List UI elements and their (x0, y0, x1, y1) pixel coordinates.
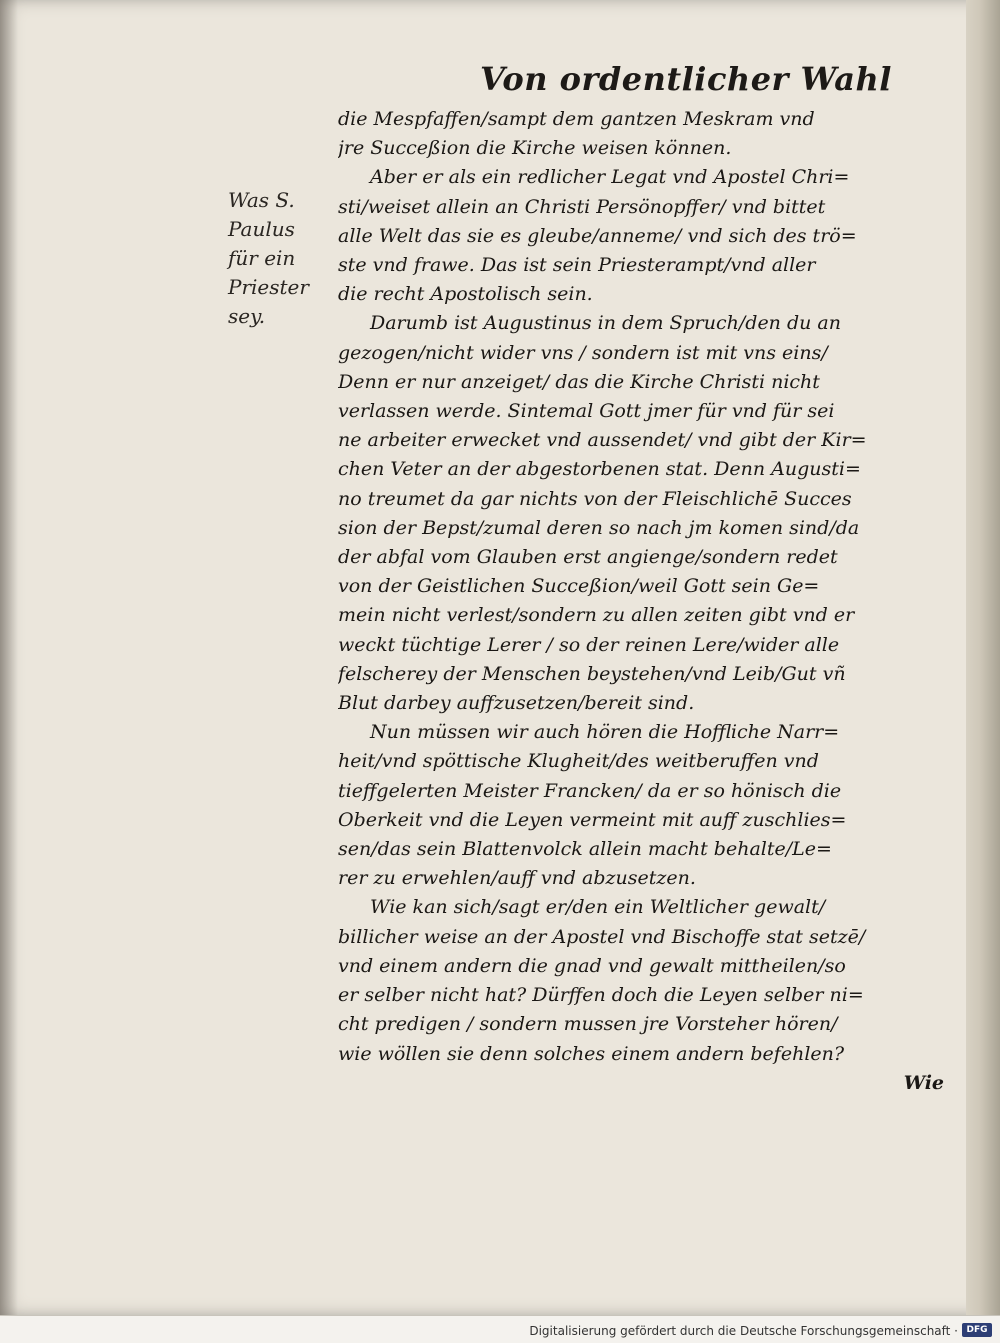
gutter-shadow (0, 0, 18, 1315)
body-text (338, 105, 958, 1098)
text-line: sion der Bepst/zumal deren so nach jm komen sind/da (338, 516, 860, 539)
text-line: billicher weise an der Apostel vnd Bischoffe stat setzē/ (338, 925, 866, 948)
text-line: vnd einem andern die gnad vnd gewalt mittheilen/so (338, 954, 846, 977)
text-line: rer zu erwehlen/auff vnd abzusetzen. (338, 867, 696, 890)
text-line: Darumb ist Augustinus in dem Spruch/den du an (370, 312, 841, 335)
text-line: wie wöllen sie denn solches einem andern befehlen? (338, 1042, 845, 1065)
text-line: gezogen/nicht wider vns / sondern ist mit vns eins/ (338, 341, 828, 364)
text-line: tieffgelerten Meister Francken/ da er so hönisch die (338, 779, 842, 802)
text-line: heit/vnd spöttische Klugheit/des weitberuffen vnd (338, 750, 819, 773)
text-line: jre Succeßion die Kirche weisen können. (338, 137, 732, 160)
text-line: von der Geistlichen Succeßion/weil Gott sein Ge= (338, 575, 820, 598)
funding-notice: Digitalisierung gefördert durch die Deutsche Forschungsgemeinschaft · (529, 1324, 958, 1338)
marginal-line: Was S. (228, 188, 295, 212)
text-line: Wie kan sich/sagt er/den ein Weltlicher gewalt/ (370, 896, 826, 919)
dfg-logo-icon: DFG (962, 1323, 992, 1337)
marginal-note (228, 186, 328, 331)
text-line: Aber er als ein redlicher Legat vnd Apostel Chri= (370, 166, 850, 189)
text-line: ne arbeiter erwecket vnd aussendet/ vnd gibt der Kir= (338, 429, 867, 452)
running-head: Von ordentlicher Wahl (480, 60, 892, 98)
text-line: verlassen werde. Sintemal Gott jmer für vnd für sei (338, 400, 835, 423)
text-line: chen Veter an der abgestorbenen stat. Denn Augusti= (338, 458, 861, 481)
text-line: Denn er nur anzeiget/ das die Kirche Christi nicht (338, 370, 820, 393)
text-line: sen/das sein Blattenvolck allein macht behalte/Le= (338, 838, 832, 861)
text-line: der abfal vom Glauben erst angienge/sondern redet (338, 546, 838, 569)
text-line: mein nicht verlest/sondern zu allen zeiten gibt vnd er (338, 604, 855, 627)
marginal-line: Paulus (228, 217, 295, 241)
text-line: alle Welt das sie es gleube/anneme/ vnd sich des trö= (338, 224, 857, 247)
text-line: weckt tüchtige Lerer / so der reinen Lere/wider alle (338, 633, 840, 656)
text-line: cht predigen / sondern mussen jre Vorsteher hören/ (338, 1013, 838, 1036)
text-line: ste vnd frawe. Das ist sein Priesterampt/vnd aller (338, 254, 816, 277)
catchword: Wie (903, 1071, 944, 1094)
text-line: no treumet da gar nichts von der Fleischlichē Succes (338, 487, 852, 510)
text-line: sti/weiset allein an Christi Persönopffer/ vnd bittet (338, 195, 826, 218)
marginal-line: für ein (228, 246, 296, 270)
text-line: Oberkeit vnd die Leyen vermeint mit auff zuschlies= (338, 808, 847, 831)
page-edge (966, 0, 1000, 1315)
text-line: die recht Apostolisch sein. (338, 283, 593, 306)
text-line: felscherey der Menschen beystehen/vnd Leib/Gut vñ (338, 662, 846, 685)
text-line: er selber nicht hat? Dürffen doch die Leyen selber ni= (338, 984, 864, 1007)
text-line: Nun müssen wir auch hören die Hoffliche Narr= (370, 721, 840, 744)
footer-bar (0, 1315, 1000, 1343)
marginal-line: sey. (228, 304, 266, 328)
marginal-line: Priester (228, 275, 309, 299)
text-line: Blut darbey auffzusetzen/bereit sind. (338, 692, 695, 715)
text-line: die Mespfaffen/sampt dem gantzen Meskram vnd (338, 108, 815, 130)
